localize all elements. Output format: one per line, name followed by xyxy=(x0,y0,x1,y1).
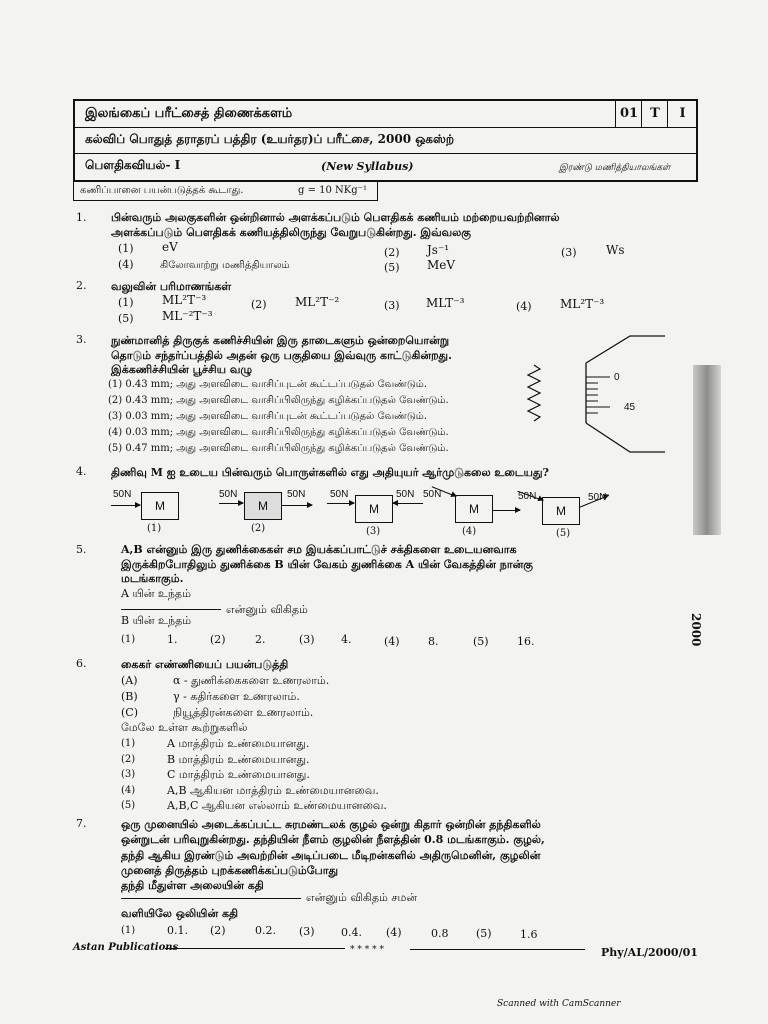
force-arrow xyxy=(111,505,140,506)
q7-number: 7. xyxy=(76,817,87,830)
ratio-numerator: தந்தி மீதுள்ள அலையின் கதி xyxy=(121,879,264,892)
option-text: Ws xyxy=(606,243,625,257)
ratio-denominator: வளியிலே ஒலியின் கதி xyxy=(121,907,239,920)
option-number: (4) xyxy=(121,785,136,796)
header-divider xyxy=(75,127,696,128)
option-text: 0.4. xyxy=(341,926,362,939)
ratio-text: என்னும் விகிதம் xyxy=(226,603,308,616)
option-number: (3) xyxy=(121,769,136,780)
option-number: (5) xyxy=(118,312,134,325)
ratio-numerator: A யின் உந்தம் xyxy=(121,587,191,600)
option-text: ML²T⁻³ xyxy=(560,297,605,311)
option-number: (1) xyxy=(118,296,134,309)
option-number: (2) xyxy=(210,924,226,937)
q2-number: 2. xyxy=(76,279,87,292)
option-text: கிலோவாற்று மணித்தியாலம் xyxy=(160,260,290,271)
scale-label-0: 0 xyxy=(614,372,620,383)
syllabus-label: (New Syllabus) xyxy=(321,160,414,173)
footer-rule xyxy=(165,948,345,949)
micrometer-diagram xyxy=(520,335,670,455)
option-number: (3) xyxy=(561,246,577,259)
year-margin-label: 2000 xyxy=(689,613,703,647)
option-number: (2) xyxy=(121,754,136,765)
footer-rule xyxy=(410,949,585,950)
option-text: eV xyxy=(162,240,178,254)
q3-stem: இக்கணிச்சியின் பூச்சிய வழு xyxy=(111,363,253,376)
option-number: (4) xyxy=(516,300,532,313)
q3-stem: நுண்மானித் திருகுக் கணிச்சியின் இரு தாடைகளும் ஒன்றையொன்று xyxy=(111,334,450,347)
q4-number: 4. xyxy=(76,465,87,478)
q7-stem: முனைத் திருத்தம் புறக்கணிக்கப்படும்போது xyxy=(121,864,339,877)
mass-block: M xyxy=(141,492,179,520)
force-arrow xyxy=(282,505,312,506)
statement-label: (C) xyxy=(121,706,138,719)
header-divider xyxy=(75,153,696,154)
option-number: (1) xyxy=(121,738,136,749)
q3-option: (1) 0.43 mm; அது அளவிடை வாசிப்புடன் கூட்டப்படுதல் வேண்டும். xyxy=(108,379,428,390)
paper-code-01: 01 xyxy=(615,101,642,127)
force-label: 50N xyxy=(219,489,238,500)
mass-block: M xyxy=(455,495,493,523)
figure-label: (4) xyxy=(462,526,477,537)
q5-stem: மடங்காகும். xyxy=(121,572,184,585)
paper-code-t: T xyxy=(641,101,668,127)
calculator-note: கணிப்பானை பயன்படுத்தக் கூடாது. xyxy=(80,185,244,196)
option-number: (5) xyxy=(121,800,136,811)
option-number: (5) xyxy=(384,261,400,274)
q5-number: 5. xyxy=(76,543,87,556)
option-text: Js⁻¹ xyxy=(427,243,450,257)
force-label: 50N xyxy=(423,489,442,500)
statement-text: γ - கதிர்களை உணரலாம். xyxy=(173,690,300,703)
option-number: (1) xyxy=(118,242,134,255)
option-text: MLT⁻³ xyxy=(426,296,465,310)
option-text: MeV xyxy=(427,258,456,272)
q1-number: 1. xyxy=(76,211,87,224)
q6-number: 6. xyxy=(76,657,87,670)
option-text: 4. xyxy=(341,633,352,646)
binding-strip xyxy=(693,365,721,535)
option-text: C மாத்திரம் உண்மையானது. xyxy=(167,768,310,781)
option-number: (3) xyxy=(299,633,315,646)
statement-label: (A) xyxy=(121,674,138,687)
q3-stem: தொடும் சந்தர்ப்பத்தில் அதன் ஒரு பகுதியை இவ்வுரு காட்டுகின்றது. xyxy=(111,349,452,362)
option-number: (5) xyxy=(476,927,492,940)
statement-text: நியூத்திரன்களை உணரலாம். xyxy=(173,706,314,719)
option-text: 0.2. xyxy=(255,924,276,937)
force-arrow xyxy=(327,503,354,504)
q3-option: (3) 0.03 mm; அது அளவிடை வாசிப்புடன் கூட்டப்படுதல் வேண்டும். xyxy=(108,411,428,422)
option-text: A,B,C ஆகியன எல்லாம் உண்மையானவை. xyxy=(167,799,387,812)
mass-block: M xyxy=(244,492,282,520)
q3-option: (4) 0.03 mm; அது அளவிடை வாசிப்பிலிருந்து கழிக்கப்படுதல் வேண்டும். xyxy=(108,427,449,438)
force-arrow xyxy=(393,503,423,504)
force-label: 50N xyxy=(330,489,349,500)
mass-block: M xyxy=(355,495,393,523)
q1-stem: அளக்கப்படும் பௌதிகக் கணியத்திலிருந்து வேறுபடுகின்றது. இவ்வலகு xyxy=(111,226,472,239)
force-label: 50N xyxy=(396,489,415,500)
gravity-value: g = 10 NKg⁻¹ xyxy=(298,185,367,196)
option-number: (2) xyxy=(210,633,226,646)
option-text: ML⁻²T⁻³ xyxy=(162,309,213,323)
figure-label: (1) xyxy=(147,523,162,534)
department-title: இலங்கைப் பரீட்சைத் திணைக்களம் xyxy=(85,106,293,121)
scanner-watermark: Scanned with CamScanner xyxy=(497,999,621,1009)
q6-stem: மேலே உள்ள கூற்றுகளில் xyxy=(121,721,248,734)
option-text: 8. xyxy=(428,635,439,648)
option-number: (2) xyxy=(251,298,267,311)
q7-stem: ஒரு முனையில் அடைக்கப்பட்ட சுரமண்டலக் குழல் ஒன்று கிதார் ஒன்றின் தந்திகளில் xyxy=(121,818,541,831)
option-number: (5) xyxy=(473,635,489,648)
option-text: 16. xyxy=(517,635,535,648)
q4-stem: திணிவு M ஐ உடைய பின்வரும் பொருள்களில் எது அதியுயர் ஆர்முடுகலை உடையது? xyxy=(111,466,549,479)
figure-label: (3) xyxy=(366,526,381,537)
duration-label: இரண்டு மணித்தியாலங்கள் xyxy=(559,163,671,173)
q7-stem: தந்தி ஆகிய இரண்டும் அவற்றின் அடிப்படை மீடிறன்களில் அதிருமெனின், குழலின் xyxy=(121,849,541,862)
calculator-note-box xyxy=(73,180,378,201)
option-text: 0.8 xyxy=(431,927,449,940)
option-text: 1.6 xyxy=(520,928,538,941)
force-label: 50N xyxy=(287,489,306,500)
option-number: (4) xyxy=(118,258,134,271)
q3-number: 3. xyxy=(76,333,87,346)
option-number: (3) xyxy=(384,299,400,312)
header-box xyxy=(73,99,698,182)
option-number: (4) xyxy=(384,635,400,648)
option-text: 2. xyxy=(255,633,266,646)
paper-code-footer: Phy/AL/2000/01 xyxy=(601,946,698,959)
option-text: 0.1. xyxy=(167,924,188,937)
fraction-bar xyxy=(121,609,221,610)
option-text: B மாத்திரம் உண்மையானது. xyxy=(167,753,310,766)
force-label: 50N xyxy=(588,492,607,503)
figure-label: (2) xyxy=(251,523,266,534)
q7-stem: ஒன்றுடன் பரிவுறுகின்றது. தந்தியின் நீளம் குழலின் நீளத்தின் 0.8 மடங்காகும். குழல், xyxy=(121,833,545,846)
option-number: (4) xyxy=(386,926,402,939)
ratio-denominator: B யின் உந்தம் xyxy=(121,614,192,627)
ratio-text: என்னும் விகிதம் சமன் xyxy=(306,891,418,904)
option-number: (1) xyxy=(121,634,136,645)
exam-title: கல்விப் பொதுத் தராதரப் பத்திர (உயர்தர)ப் பரீட்சை, 2000 ஒகஸ்ற் xyxy=(85,132,455,146)
option-number: (2) xyxy=(384,246,400,259)
option-number: (1) xyxy=(121,925,136,936)
statement-text: α - துணிக்கைகளை உணரலாம். xyxy=(173,674,330,687)
force-label: 50N xyxy=(518,491,537,502)
subject-title: பௌதிகவியல்- I xyxy=(85,158,181,172)
option-text: A,B ஆகியன மாத்திரம் உண்மையானவை. xyxy=(167,784,379,797)
q1-stem: பின்வரும் அலகுகளின் ஒன்றினால் அளக்கப்படும் பௌதிகக் கணியம் மற்றையவற்றினால் xyxy=(111,211,560,224)
q5-stem: A,B என்னும் இரு துணிக்கைகள் சம இயக்கப்பாட்டுச் சக்திகளை உடையனவாக xyxy=(121,543,517,556)
option-text: A மாத்திரம் உண்மையானது. xyxy=(167,737,310,750)
force-arrow xyxy=(492,510,520,511)
q3-option: (5) 0.47 mm; அது அளவிடை வாசிப்பிலிருந்து கழிக்கப்படுதல் வேண்டும். xyxy=(108,443,449,454)
option-number: (3) xyxy=(299,925,315,938)
statement-label: (B) xyxy=(121,690,138,703)
footer-stars: * * * * * xyxy=(350,945,384,955)
publisher-name: Astan Publications xyxy=(73,942,179,953)
paper-code-i: I xyxy=(667,101,697,127)
option-text: 1. xyxy=(167,633,178,646)
option-text: ML²T⁻² xyxy=(295,295,340,309)
figure-label: (5) xyxy=(556,528,571,539)
fraction-bar xyxy=(121,898,301,899)
q5-stem: இருக்கிறபோதிலும் துணிக்கை B யின் வேகம் துணிக்கை A யின் வேகத்தின் நான்கு xyxy=(121,558,533,571)
q3-option: (2) 0.43 mm; அது அளவிடை வாசிப்பிலிருந்து கழிக்கப்படுதல் வேண்டும். xyxy=(108,395,449,406)
q2-stem: வலுவின் பரிமாணங்கள் xyxy=(111,280,232,293)
force-arrow xyxy=(219,503,243,504)
q6-stem: கைகர் எண்ணியைப் பயன்படுத்தி xyxy=(121,658,289,671)
option-text: ML²T⁻³ xyxy=(162,293,207,307)
force-label: 50N xyxy=(113,489,132,500)
mass-block: M xyxy=(542,497,580,525)
scale-label-45: 45 xyxy=(624,402,636,413)
